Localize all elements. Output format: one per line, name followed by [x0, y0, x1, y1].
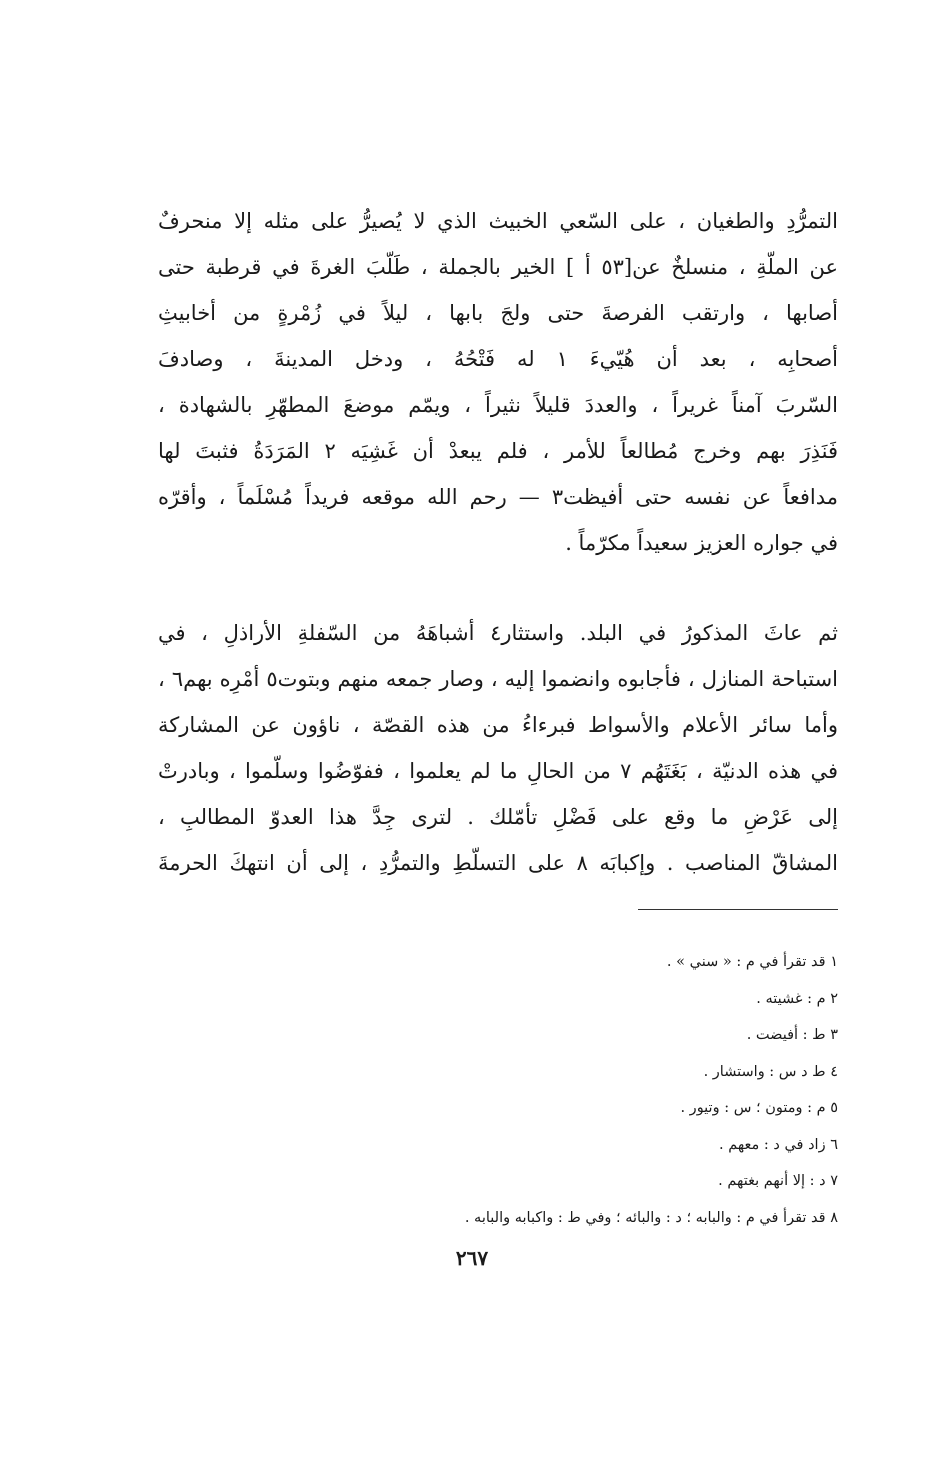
text-line: عن الملّةِ ، منسلخٌ عن[٥٣ أ ] الخير بالجملة ، طَلّبَ الغرةَ في قرطبة حتى	[158, 255, 838, 279]
paragraph-2	[158, 610, 838, 886]
text-line: السّربَ آمناً غريراً ، والعددَ قليلاً نثيراً ، ويمّم موضعَ المطهّرِ بالشهادة ،	[158, 393, 838, 417]
text-line: في هذه الدنيّة ، بَغَتَهُم ٧ من الحالِ ما لم يعلموا ، ففوّضُوا وسلّموا ، وبادرتْ	[158, 759, 838, 783]
paragraph-1	[158, 198, 838, 566]
text-line: فَنَذِرَ بهم وخرج مُطالعاً للأمر ، فلم يبعدْ أن غَشِيَه ٢ المَرَدَةُ فثبتَ لها	[158, 439, 838, 463]
footnote-divider	[638, 909, 838, 910]
text-line: المشاقّ المناصب . وإكبابَه ٨ على التسلّطِ والتمرُّدِ ، إلى أن انتهكَ الحرمةَ	[158, 851, 838, 875]
text-line: ثم عاثَ المذكورُ في البلد. واستثار٤ أشباهَهُ من السّفلةِ الأراذلِ ، في	[158, 621, 838, 645]
footnote: ٤ ط د س : واستشار .	[703, 1063, 838, 1080]
footnote: ٧ د : إلا أنهم بغتهم .	[718, 1173, 838, 1189]
text-line: التمرُّدِ والطغيان ، على السّعي الخبيث الذي لا يُصيرُّ على مثله إلا منحرفٌ	[158, 209, 838, 233]
text-line: في جواره العزيز سعيداً مكرّماً .	[565, 531, 838, 555]
footnote: ٨ قد تقرأ في م : والبابه ؛ د : والبائه ؛ وفي ط : واكبابه والبابه .	[464, 1209, 838, 1226]
footnote: ٥ م : ومتون ؛ س : وتيور .	[680, 1100, 838, 1116]
text-line: استباحة المنازل ، فأجابوه وانضموا إليه ، وصار جمعه منهم وبتوت٥ أمْرِه بهم٦ ،	[158, 667, 838, 691]
footnotes	[250, 944, 838, 1236]
footnote: ٦ زاد في د : معهم .	[718, 1136, 838, 1153]
text-line: إلى عَرْضِ ما وقع على فَضْلِ تأمّلك . لترى جِدَّ هذا العدوّ المطالبِ ،	[158, 805, 838, 829]
text-line: مدافعاً عن نفسه حتى أفيظت٣ — رحم الله موقعه فريداً مُسْلَماً ، وأقرّه	[158, 485, 838, 509]
footnote: ١ قد تقرأ في م : « سني » .	[666, 954, 838, 970]
text-line: وأما سائر الأعلام والأسواط فبرءاءُ من هذه القصّة ، ناؤون عن المشاركة	[158, 713, 838, 737]
footnote: ٣ ط : أفيضت .	[746, 1027, 838, 1043]
text-line: أصابها ، وارتقب الفرصةَ حتى ولجَ بابها ، ليلاً في زُمْرةٍ من أخابيثِ	[158, 301, 838, 325]
page-number: ٢٦٧	[455, 1246, 489, 1270]
text-line: أصحابِه ، بعد أن هُيّيءَ ١ له فَتْحُهُ ، ودخل المدينةَ ، وصادفَ	[158, 347, 838, 371]
footnote: ٢ م : غشيته .	[756, 990, 838, 1007]
